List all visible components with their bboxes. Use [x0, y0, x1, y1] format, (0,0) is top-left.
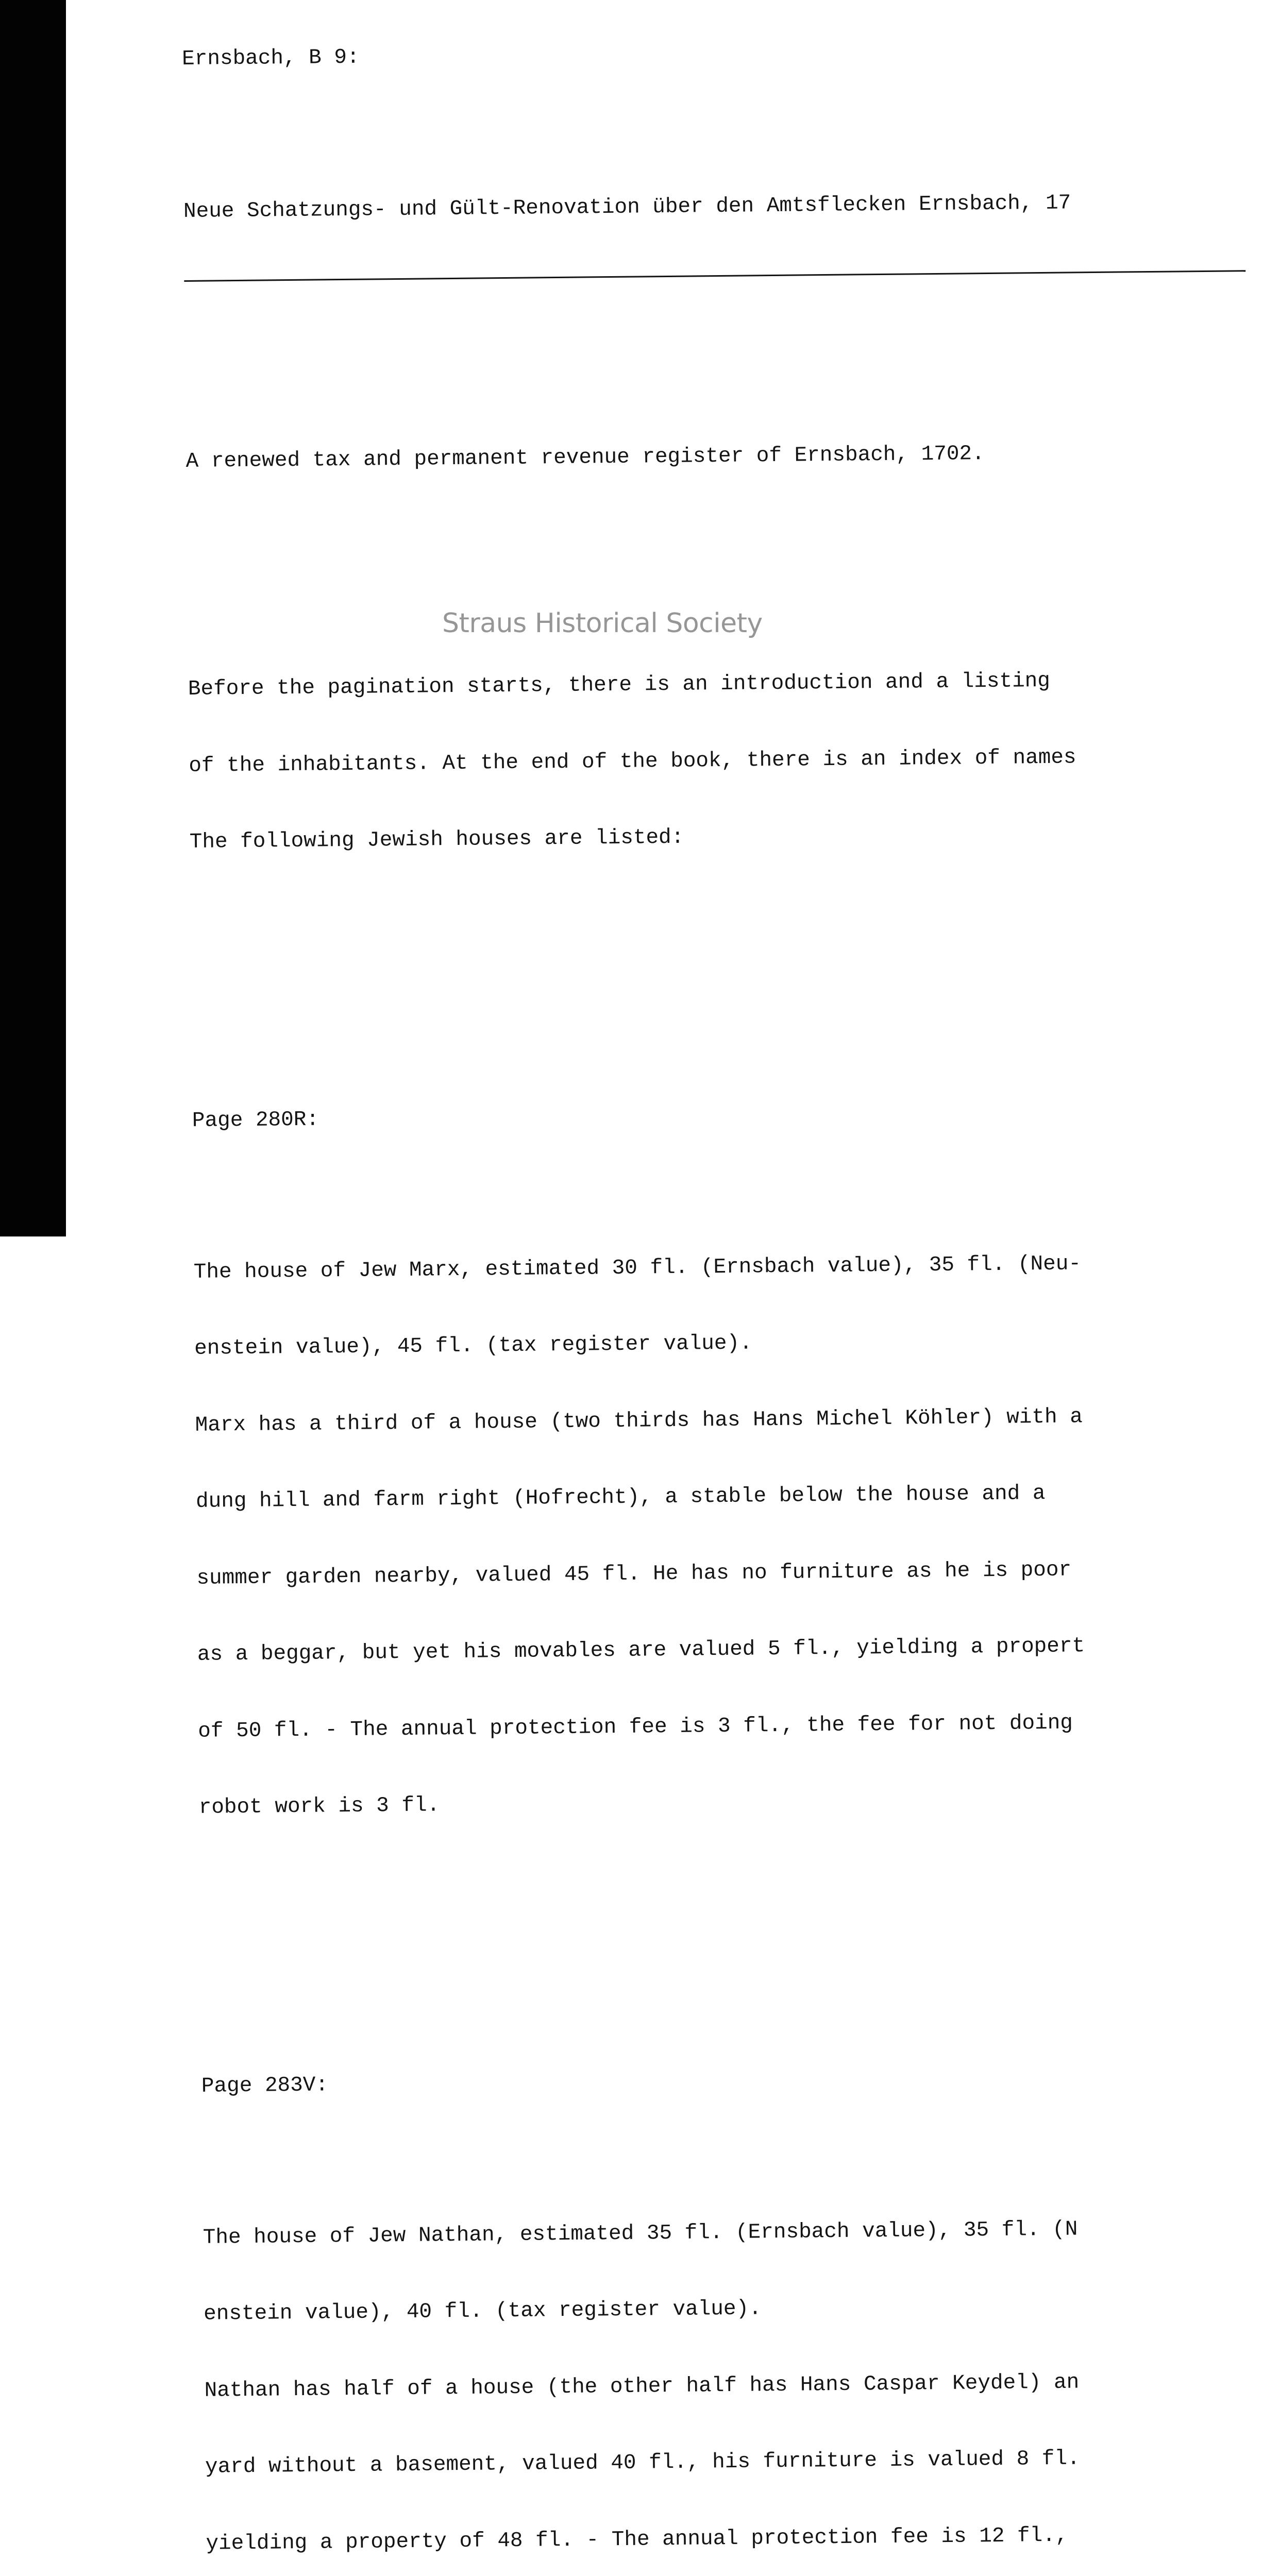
spacer — [191, 947, 1246, 981]
spacer — [202, 2141, 1257, 2175]
intro-line: A renewed tax and permanent revenue register of Ernsbach, 1702. — [186, 442, 985, 473]
entry-line: as a beggar, but yet his movables are valued 5 fl., yielding a propert — [197, 1634, 1085, 1667]
spacer — [193, 1175, 1248, 1209]
spacer — [187, 516, 1242, 550]
entry-line: yielding a property of 48 fl. - The annual protection fee is 12 fl., — [206, 2523, 1068, 2556]
document-title: Neue Schatzungs- und Gült-Renovation über den Amtsflecken Ernsbach, 17 — [183, 191, 1071, 224]
entry-line: The house of Jew Marx, estimated 30 fl. (Ernsbach value), 35 fl. (Neu- — [193, 1251, 1082, 1284]
spacer — [200, 1913, 1255, 1947]
description-line: Before the pagination starts, there is an introduction and a listing — [188, 669, 1051, 701]
spacer — [184, 323, 1240, 373]
entry-line: enstein value), 45 fl. (tax register value). — [194, 1331, 752, 1361]
entry-line: The house of Jew Nathan, estimated 35 fl. (Ernsbach value), 35 fl. (N — [203, 2217, 1078, 2250]
watermark: Straus Historical Society — [442, 608, 763, 639]
description-line: The following Jewish houses are listed: — [189, 825, 684, 854]
entry-280r — [192, 1047, 1255, 1872]
entry-line: of 50 fl. - The annual protection fee is 3 fl., the fee for not doing — [198, 1711, 1073, 1743]
entry-page-heading: Page 283V: — [201, 2073, 329, 2098]
entry-line: Nathan has half of a house (the other half has Hans Caspar Keydel) an — [204, 2370, 1080, 2403]
entry-line: robot work is 3 fl. — [198, 1793, 440, 1820]
spacer — [182, 113, 1238, 148]
description-line: of the inhabitants. At the end of the book, there is an index of names — [189, 745, 1076, 778]
entry-page-heading: Page 280R: — [192, 1108, 319, 1133]
entry-line: Marx has a third of a house (two thirds has Hans Michel Köhler) with a — [195, 1404, 1083, 1437]
typed-document — [181, 0, 1274, 2576]
document-header: Ernsbach, B 9: — [181, 45, 360, 71]
description-paragraph — [188, 616, 1245, 906]
entry-line: summer garden nearby, valued 45 fl. He has no furniture as he is poor — [196, 1558, 1072, 1590]
title-underline — [184, 270, 1245, 282]
entry-line: yard without a basement, valued 40 fl., his furniture is valued 8 fl. — [205, 2447, 1080, 2479]
binding-edge — [0, 0, 66, 1236]
entry-line: enstein value), 40 fl. (tax register value). — [203, 2297, 762, 2326]
entry-line: dung hill and farm right (Hofrecht), a stable below the house and a — [195, 1482, 1046, 1514]
entry-283v — [201, 2013, 1262, 2576]
